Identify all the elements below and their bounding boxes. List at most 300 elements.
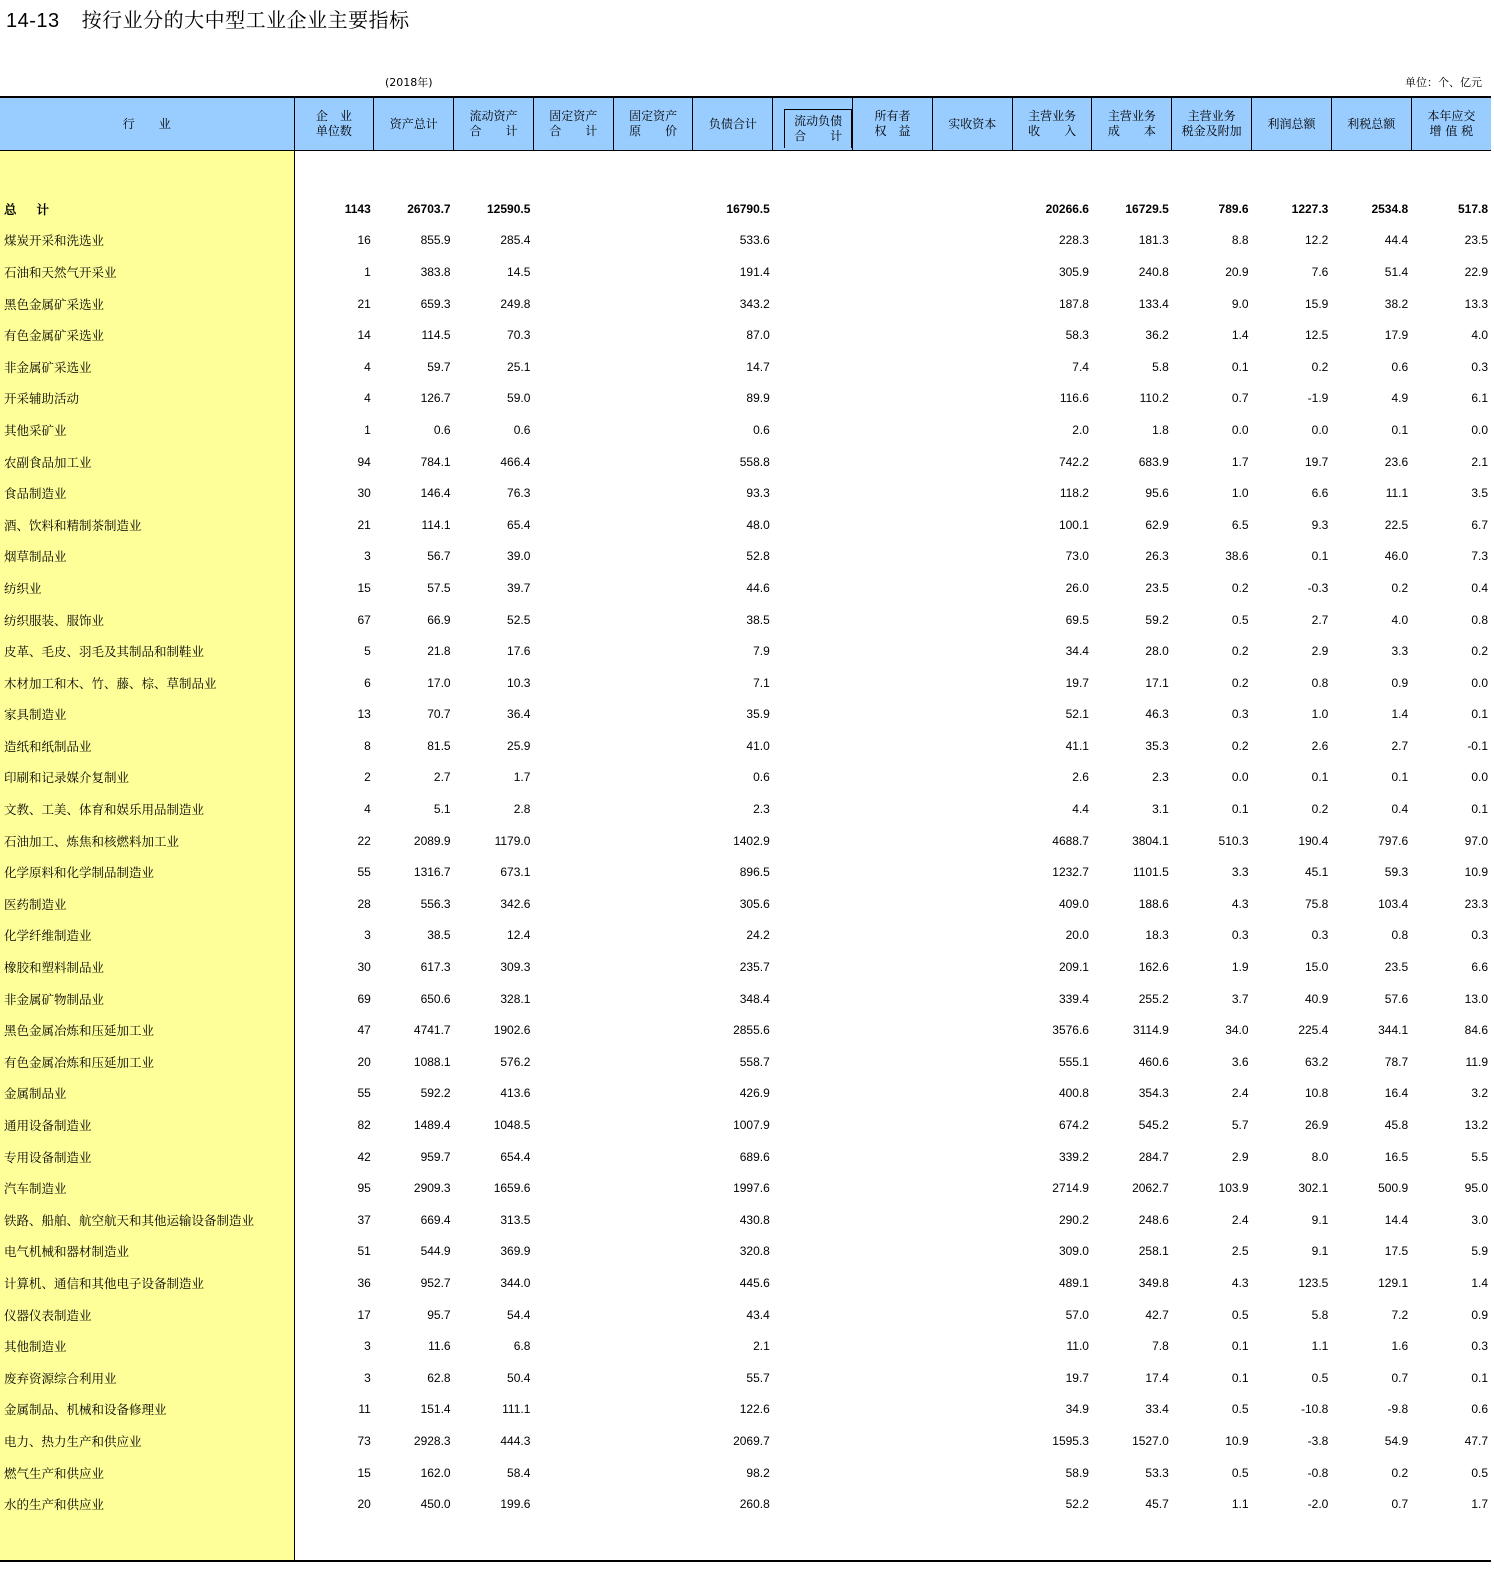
table-cell: 1402.9: [733, 833, 770, 848]
table-cell: [533, 983, 613, 1015]
table-cell: 70.7: [427, 707, 451, 722]
table-cell: 38.5: [427, 928, 451, 943]
table-cell: 5.5: [1471, 1149, 1488, 1164]
table-cell: -9.8: [1387, 1402, 1409, 1417]
table-cell: [773, 477, 853, 509]
table-cell: 0.2: [1391, 1465, 1409, 1480]
table-cell: 1.1: [1311, 1339, 1329, 1354]
table-cell: 2.6: [1072, 770, 1089, 785]
table-cell: [613, 1425, 693, 1457]
table-cell: 9.3: [1311, 517, 1329, 532]
table-row: [0, 541, 1491, 573]
table-bottom-rule: [0, 1520, 1491, 1561]
table-cell: [853, 983, 933, 1015]
table-cell: 55.7: [746, 1370, 770, 1385]
table-cell: 0.0: [1471, 675, 1488, 690]
table-cell: 0.2: [1311, 359, 1329, 374]
table-cell: [613, 225, 693, 257]
column-header: [853, 97, 933, 151]
table-cell: 0.6: [753, 770, 770, 785]
column-header-label: 主营业务 成 本: [1107, 109, 1156, 138]
industry-label: 燃气生产和供应业: [0, 1457, 294, 1489]
table-cell: 8.0: [1311, 1149, 1329, 1164]
table-cell: 84.6: [1464, 1023, 1488, 1038]
table-cell: 19.7: [1065, 675, 1089, 690]
table-cell: 9.1: [1311, 1244, 1329, 1259]
table-cell: [773, 1172, 853, 1204]
table-cell: [773, 193, 853, 225]
industry-label: 煤炭开采和洗选业: [0, 225, 294, 257]
table-cell: [613, 477, 693, 509]
table-cell: [773, 1141, 853, 1173]
table-cell: [853, 1488, 933, 1520]
table-cell: 7.8: [1152, 1339, 1169, 1354]
table-cell: 3: [364, 1339, 371, 1354]
table-cell: 1527.0: [1132, 1433, 1169, 1448]
table-cell: 3.0: [1471, 1212, 1488, 1227]
table-cell: 17.4: [1145, 1370, 1169, 1385]
table-cell: 19.7: [1065, 1370, 1089, 1385]
table-cell: [853, 288, 933, 320]
table-cell: 190.4: [1298, 833, 1329, 848]
table-cell: 78.7: [1384, 1054, 1409, 1069]
table-cell: [932, 383, 1012, 415]
table-cell: 4: [364, 359, 371, 374]
table-cell: [533, 509, 613, 541]
table-cell: [613, 1046, 693, 1078]
table-cell: 0.6: [1471, 1402, 1488, 1417]
table-cell: 1997.6: [733, 1181, 770, 1196]
table-cell: 209.1: [1058, 960, 1089, 975]
table-row: [0, 1236, 1491, 1268]
table-cell: 52.1: [1065, 707, 1089, 722]
table-row: [0, 856, 1491, 888]
table-cell: [932, 319, 1012, 351]
table-cell: 1.9: [1231, 960, 1249, 975]
table-cell: [932, 1046, 1012, 1078]
table-cell: 4.3: [1231, 1275, 1249, 1290]
table-cell: 55: [357, 865, 371, 880]
table-cell: 12590.5: [487, 201, 531, 216]
table-cell: [853, 793, 933, 825]
table-cell: 0.2: [1311, 802, 1329, 817]
table-cell: [853, 1172, 933, 1204]
table-cell: 34.9: [1065, 1402, 1089, 1417]
table-cell: 0.1: [1231, 802, 1249, 817]
table-cell: 0.5: [1471, 1465, 1488, 1480]
table-cell: 430.8: [739, 1212, 770, 1227]
table-cell: 7.1: [753, 675, 770, 690]
table-cell: 284.7: [1138, 1149, 1169, 1164]
table-cell: 94: [357, 454, 371, 469]
table-cell: 36: [357, 1275, 371, 1290]
table-cell: 855.9: [420, 233, 451, 248]
table-cell: [932, 635, 1012, 667]
table-cell: 789.6: [1218, 201, 1249, 216]
table-cell: [533, 699, 613, 731]
table-cell: 0.0: [1471, 770, 1488, 785]
table-cell: 13.3: [1464, 296, 1488, 311]
column-header-label: 流动资产 合 计: [469, 109, 518, 138]
table-cell: [932, 541, 1012, 573]
table-cell: 0.1: [1231, 1370, 1249, 1385]
table-cell: 52.2: [1065, 1497, 1089, 1512]
table-cell: 784.1: [420, 454, 451, 469]
table-cell: 2.7: [433, 770, 451, 785]
industry-label: 石油加工、炼焦和核燃料加工业: [0, 825, 294, 857]
table-cell: 55: [357, 1086, 371, 1101]
table-cell: [853, 1236, 933, 1268]
industry-label: 石油和天然气开采业: [0, 256, 294, 288]
table-cell: 11.6: [428, 1339, 451, 1354]
table-cell: 896.5: [739, 865, 770, 880]
table-cell: [853, 1330, 933, 1362]
table-cell: 0.6: [1391, 359, 1409, 374]
table-cell: 17.9: [1384, 328, 1409, 343]
table-cell: [533, 1014, 613, 1046]
table-cell: 0.2: [1231, 644, 1249, 659]
table-cell: [853, 699, 933, 731]
industry-label: 计算机、通信和其他电子设备制造业: [0, 1267, 294, 1299]
table-cell: 36.2: [1145, 328, 1169, 343]
table-cell: 30: [357, 960, 371, 975]
table-cell: [533, 825, 613, 857]
table-cell: 320.8: [739, 1244, 770, 1259]
table-cell: 2714.9: [1052, 1181, 1089, 1196]
table-cell: 51: [357, 1244, 371, 1259]
table-cell: 33.4: [1145, 1402, 1169, 1417]
table-cell: 344.1: [1378, 1023, 1409, 1038]
table-cell: 1.0: [1311, 707, 1329, 722]
column-header: [1092, 97, 1172, 151]
table-cell: [533, 477, 613, 509]
table-cell: [613, 572, 693, 604]
table-body: [0, 151, 1491, 1561]
table-cell: 3: [364, 549, 371, 564]
table-cell: 52.8: [746, 549, 770, 564]
table-cell: 2.3: [1152, 770, 1169, 785]
table-cell: 35.3: [1145, 738, 1169, 753]
table-cell: [533, 762, 613, 794]
table-cell: 0.5: [1231, 1402, 1249, 1417]
table-cell: 4688.7: [1052, 833, 1089, 848]
table-cell: 103.9: [1218, 1181, 1249, 1196]
table-row: [0, 572, 1491, 604]
table-cell: [932, 193, 1012, 225]
table-cell: [932, 667, 1012, 699]
table-row: [0, 604, 1491, 636]
table-cell: 3114.9: [1132, 1023, 1169, 1038]
table-row: [0, 699, 1491, 731]
table-cell: [773, 667, 853, 699]
table-cell: 650.6: [420, 991, 451, 1006]
table-cell: [853, 572, 933, 604]
table-cell: 7.4: [1072, 359, 1089, 374]
table-cell: 73.0: [1065, 549, 1089, 564]
unit-note: 单位：个、亿元: [1405, 76, 1482, 89]
table-cell: 6.8: [513, 1339, 531, 1354]
table-cell: 46.0: [1384, 549, 1409, 564]
table-cell: 48.0: [746, 517, 770, 532]
table-cell: [773, 762, 853, 794]
table-cell: 248.6: [1138, 1212, 1169, 1227]
table-cell: 1.4: [1231, 328, 1249, 343]
table-cell: 343.2: [739, 296, 770, 311]
table-cell: 7.2: [1391, 1307, 1409, 1322]
table-cell: [613, 1299, 693, 1331]
table-cell: 2.7: [1311, 612, 1329, 627]
industry-label: 纺织业: [0, 572, 294, 604]
table-cell: 26703.7: [407, 201, 451, 216]
total-row: [0, 193, 1491, 225]
table-cell: 95.0: [1464, 1181, 1488, 1196]
table-cell: 17: [357, 1307, 371, 1322]
table-cell: 75.8: [1305, 896, 1329, 911]
table-cell: [932, 951, 1012, 983]
table-cell: [773, 541, 853, 573]
table-cell: [932, 1330, 1012, 1362]
table-cell: 52.5: [507, 612, 531, 627]
table-cell: 15.9: [1305, 296, 1329, 311]
table-cell: [932, 1204, 1012, 1236]
table-cell: [853, 825, 933, 857]
table-cell: 16.5: [1384, 1149, 1409, 1164]
table-cell: [613, 762, 693, 794]
table-cell: 70.3: [507, 328, 531, 343]
table-row: [0, 1046, 1491, 1078]
table-cell: 0.6: [753, 422, 770, 437]
table-cell: 1316.7: [413, 865, 451, 880]
industry-label: 农副食品加工业: [0, 446, 294, 478]
table-cell: 533.6: [739, 233, 770, 248]
table-cell: 17.0: [427, 675, 451, 690]
table-cell: 2.6: [1311, 738, 1329, 753]
column-header-label: 固定资产 原 价: [629, 109, 678, 138]
table-cell: [533, 1488, 613, 1520]
table-cell: 0.5: [1311, 1370, 1329, 1385]
table-cell: 6.1: [1471, 391, 1488, 406]
column-header: [1331, 97, 1411, 151]
table-cell: 73: [357, 1433, 371, 1448]
table-cell: 23.5: [1384, 960, 1409, 975]
industry-label: 医药制造业: [0, 888, 294, 920]
industry-label: 汽车制造业: [0, 1172, 294, 1204]
table-cell: -10.8: [1301, 1402, 1329, 1417]
spacer-row: [0, 151, 1491, 194]
table-cell: 17.1: [1145, 675, 1169, 690]
table-cell: [533, 604, 613, 636]
table-cell: 3.3: [1391, 644, 1409, 659]
table-cell: 118.2: [1059, 486, 1089, 501]
table-cell: -0.3: [1307, 580, 1329, 595]
table-number: 14-13: [6, 10, 60, 32]
table-cell: 95: [357, 1181, 371, 1196]
table-cell: [613, 256, 693, 288]
table-cell: 13: [357, 707, 371, 722]
table-cell: 445.6: [739, 1275, 770, 1290]
table-cell: 122.6: [739, 1402, 770, 1417]
table-cell: 20: [357, 1497, 371, 1512]
table-cell: 0.8: [1391, 928, 1409, 943]
table-cell: [533, 730, 613, 762]
table-cell: 9.0: [1231, 296, 1249, 311]
table-cell: [613, 730, 693, 762]
industry-label: 废弃资源综合利用业: [0, 1362, 294, 1394]
table-cell: 1179.0: [494, 833, 531, 848]
table-cell: [613, 1141, 693, 1173]
table-row: [0, 1394, 1491, 1426]
table-row: [0, 1457, 1491, 1489]
table-cell: 2.4: [1231, 1086, 1249, 1101]
table-cell: [533, 1109, 613, 1141]
table-cell: [853, 351, 933, 383]
table-cell: [533, 1394, 613, 1426]
table-cell: [932, 762, 1012, 794]
column-header: [773, 97, 853, 151]
table-cell: 114.5: [421, 328, 451, 343]
table-cell: [853, 951, 933, 983]
column-header: [1172, 97, 1252, 151]
table-cell: [932, 225, 1012, 257]
year-note: (2018年): [385, 76, 433, 89]
table-cell: [932, 1109, 1012, 1141]
table-cell: 26.9: [1305, 1118, 1329, 1133]
table-cell: [853, 856, 933, 888]
table-cell: 14.7: [746, 359, 770, 374]
table-cell: [932, 288, 1012, 320]
table-cell: 62.8: [427, 1370, 451, 1385]
table-cell: 1.6: [1391, 1339, 1409, 1354]
table-cell: 187.8: [1058, 296, 1089, 311]
table-cell: 689.6: [739, 1149, 770, 1164]
table-cell: 0.3: [1231, 928, 1249, 943]
table-cell: 3.1: [1152, 802, 1169, 817]
table-cell: 1232.7: [1052, 865, 1089, 880]
table-cell: 742.2: [1058, 454, 1089, 469]
table-cell: 59.0: [507, 391, 531, 406]
column-header: [932, 97, 1012, 151]
table-cell: [773, 383, 853, 415]
table-cell: 0.1: [1311, 770, 1329, 785]
table-cell: [932, 920, 1012, 952]
table-cell: 181.3: [1138, 233, 1169, 248]
table-cell: 235.7: [739, 960, 770, 975]
industry-label: 木材加工和木、竹、藤、棕、草制品业: [0, 667, 294, 699]
table-cell: [773, 1204, 853, 1236]
table-cell: 0.6: [513, 422, 531, 437]
table-cell: 47.7: [1464, 1433, 1488, 1448]
table-cell: [533, 1172, 613, 1204]
table-cell: 54.4: [507, 1307, 531, 1322]
table-cell: 309.3: [500, 960, 531, 975]
table-cell: 25.1: [507, 359, 531, 374]
table-cell: 20.9: [1225, 264, 1249, 279]
table-cell: 8.8: [1231, 233, 1249, 248]
industry-label: 专用设备制造业: [0, 1141, 294, 1173]
column-header-label: 资产总计: [389, 116, 438, 131]
table-cell: 5.7: [1231, 1118, 1249, 1133]
table-cell: [773, 225, 853, 257]
table-cell: 58.4: [507, 1465, 531, 1480]
table-cell: [773, 920, 853, 952]
table-cell: 15: [357, 580, 371, 595]
table-cell: [773, 635, 853, 667]
industry-label: 金属制品、机械和设备修理业: [0, 1394, 294, 1426]
table-cell: 555.1: [1058, 1054, 1089, 1069]
table-cell: 81.5: [427, 738, 451, 753]
table-cell: [773, 1330, 853, 1362]
industry-label: 仪器仪表制造业: [0, 1299, 294, 1331]
table-cell: 10.8: [1305, 1086, 1329, 1101]
table-cell: [773, 604, 853, 636]
table-cell: 305.9: [1058, 264, 1089, 279]
table-cell: 16.4: [1384, 1086, 1409, 1101]
table-cell: [932, 414, 1012, 446]
table-cell: [613, 1362, 693, 1394]
table-cell: 28.0: [1145, 644, 1169, 659]
table-cell: 2062.7: [1132, 1181, 1169, 1196]
table-cell: 95.6: [1145, 486, 1169, 501]
table-cell: 46.3: [1145, 707, 1169, 722]
table-cell: 0.1: [1471, 707, 1488, 722]
industry-label: 其他制造业: [0, 1330, 294, 1362]
table-cell: 1.1: [1231, 1497, 1249, 1512]
table-row: [0, 1078, 1491, 1110]
table-cell: 383.8: [420, 264, 451, 279]
table-cell: [613, 793, 693, 825]
table-cell: [613, 319, 693, 351]
table-cell: [613, 288, 693, 320]
table-cell: 93.3: [746, 486, 770, 501]
table-cell: [853, 193, 933, 225]
table-cell: [773, 699, 853, 731]
table-cell: 3: [364, 1370, 371, 1385]
table-cell: 2.3: [753, 802, 770, 817]
table-cell: 400.8: [1058, 1086, 1089, 1101]
table-cell: [773, 509, 853, 541]
column-header-label: 企 业 单位数: [315, 109, 352, 138]
table-cell: [932, 1141, 1012, 1173]
table-cell: 3: [364, 928, 371, 943]
table-row: [0, 635, 1491, 667]
industry-label: 化学原料和化学制品制造业: [0, 856, 294, 888]
table-cell: 11.1: [1385, 486, 1409, 501]
table-cell: 3.6: [1231, 1054, 1249, 1069]
table-cell: [533, 1046, 613, 1078]
table-cell: 5.8: [1152, 359, 1169, 374]
table-cell: 45.1: [1305, 865, 1329, 880]
table-row: [0, 319, 1491, 351]
table-cell: [533, 1362, 613, 1394]
table-cell: 4741.7: [413, 1023, 451, 1038]
table-cell: [853, 1299, 933, 1331]
table-cell: 41.1: [1065, 738, 1089, 753]
table-cell: 34.4: [1065, 644, 1089, 659]
table-cell: -0.1: [1467, 738, 1488, 753]
table-cell: 290.2: [1058, 1212, 1089, 1227]
table-cell: [853, 635, 933, 667]
table-cell: 97.0: [1464, 833, 1488, 848]
industry-label: 酒、饮料和精制茶制造业: [0, 509, 294, 541]
table-cell: 1.8: [1152, 422, 1169, 437]
table-row: [0, 351, 1491, 383]
table-cell: [853, 730, 933, 762]
table-cell: 0.4: [1391, 802, 1409, 817]
table-cell: 1.4: [1471, 1275, 1488, 1290]
table-cell: [932, 572, 1012, 604]
table-cell: [613, 1394, 693, 1426]
table-cell: [932, 856, 1012, 888]
